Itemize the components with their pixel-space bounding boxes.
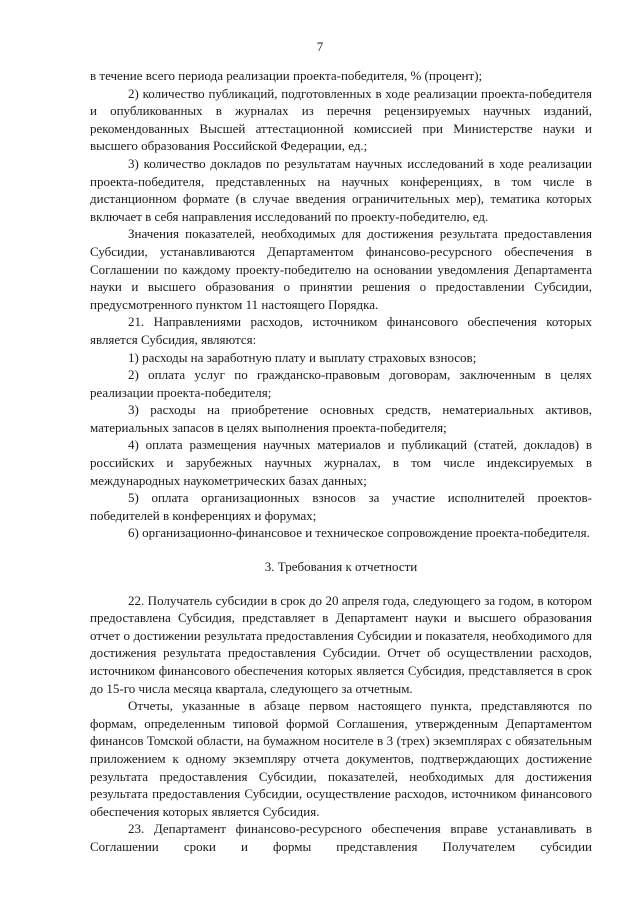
paragraph: 2) оплата услуг по гражданско-правовым договорам, заключенным в целях реализации проекта-победителя; [90,367,592,400]
document-body [90,67,592,856]
paragraph: 3) расходы на приобретение основных средств, нематериальных активов, материальных запасов в целях выполнения проекта-победителя; [90,402,592,435]
paragraph: 1) расходы на заработную плату и выплату страховых взносов; [128,349,477,365]
paragraph: 6) организационно-финансовое и техническое сопровождение проекта-победителя. [128,525,590,541]
paragraph: 21. Направлениями расходов, источником финансового обеспечения которых является Субсидия, являются: [90,314,592,347]
paragraph: в течение всего периода реализации проекта-победителя, % (процент); [90,68,483,83]
paragraph: Значения показателей, необходимых для достижения результата предоставления Субсидии, устанавливаются Департаментом финансово-ресурсного обеспечения в Соглашении по каждому проекту-победителю на основании уведомления Департамента науки и высшего образования о принятии решения о предоставлении Субсидии, предусмотренного пунктом 11 настоящего Порядка. [90,226,592,312]
paragraph: Отчеты, указанные в абзаце первом настоящего пункта, представляются по формам, определенным типовой формой Соглашения, утвержденным Департаментом финансов Томской области, на бумажном носителе в 3 (трех) экземплярах с обязательным приложением к одному экземпляру отчета документов, подтверждающих достижение результата предоставления Субсидии, показателей, необходимых для достижения результата предоставления Субсидии, осуществление расходов, источником финансового обеспечения которых является Субсидия. [90,698,592,819]
paragraph: 5) оплата организационных взносов за участие исполнителей проектов-победителей в конференциях и форумах; [90,490,592,523]
paragraph: 23. Департамент финансово-ресурсного обеспечения вправе устанавливать в Соглашении сроки и формы представления Получателем субсидии [90,821,592,854]
paragraph: 22. Получатель субсидии в срок до 20 апреля года, следующего за годом, в котором предоставлена Субсидия, представляет в Департамент науки и высшего образования отчет о достижении результата предоставления Субсидии и показателя, необходимого для достижения результата предоставления Субсидии. Отчет об осуществлении расходов, источником финансового обеспечения которых является Субсидия, представляется в срок до 15-го числа месяца квартала, следующего за отчетным. [90,592,592,696]
paragraph: 2) количество публикаций, подготовленных в ходе реализации проекта-победителя и опубликованных в журналах из перечня рецензируемых научных изданий, рекомендованных Высшей аттестационной комиссией при Министерстве науки и высшего образования Российской Федерации, ед.; [90,85,592,154]
page-number: 7 [316,39,324,54]
section-heading: 3. Требования к отчетности [264,559,418,575]
paragraph: 3) количество докладов по результатам научных исследований в ходе реализации проекта-победителя, представленных на научных конференциях, в том числе в дистанционном формате (в случае введения ограничительных мер), тематика которых включает в себя направления исследований по проекту-победителю, ед. [90,155,592,224]
paragraph: 4) оплата размещения научных материалов и публикаций (статей, докладов) в российских и зарубежных научных журналах, в том числе индексируемых в международных наукометрических базах данных; [90,437,592,488]
